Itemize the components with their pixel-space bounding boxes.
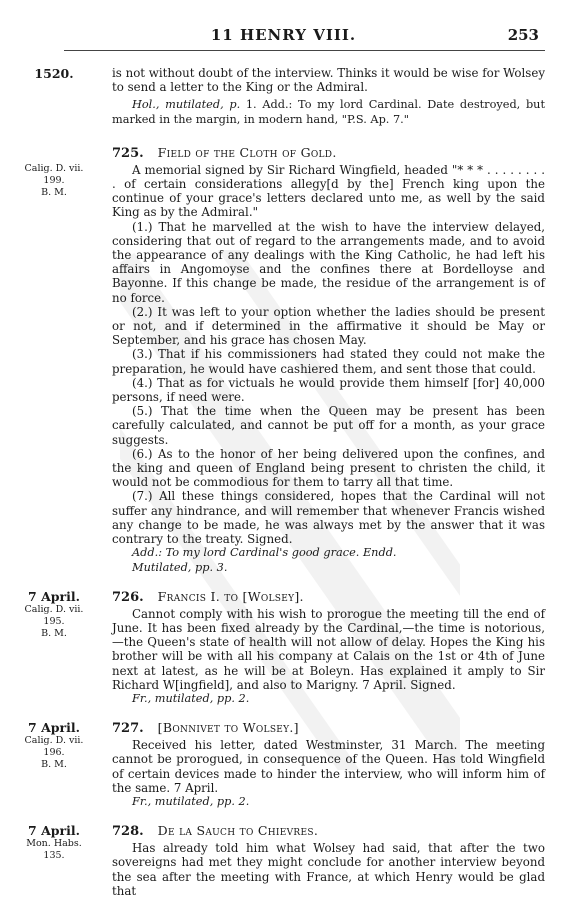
entry-725-item-3: (3.) That if his commissioners had stated they could not make the preparation, he would have cashiered them, and sent those that could. [112, 347, 545, 376]
entry-725-ref: Calig. D. vii. [24, 162, 84, 174]
entry-725-number: 725. [112, 145, 144, 161]
entry-728-text: Has already told him what Wolsey had said, that after the two sovereigns had met they might conclude for another interview beyond the sea after the meeting with France, at which Henry would be glad that [112, 841, 545, 898]
entry-725-intro: A memorial signed by Sir Richard Wingfield, headed "* * * . . . . . . . . . of certain considerations allegy[d by the] French king upon the continue of your grace's letters declared unto me, as well by the said King as by the Admiral." [112, 162, 545, 220]
entry-727-text: Received his letter, dated Westminster, 31 March. The meeting cannot be prorogued, in consequence of the Queen. Has told Wingfield of certain devices made to hinder the interview, who will inform him of the same. 7 April. [112, 738, 545, 795]
entry-727-ref-library: B. M. [41, 759, 67, 771]
entry-726-ref-library: B. M. [41, 627, 67, 639]
entry-728 [0, 823, 567, 898]
entry-726-note: Fr., mutilated, pp. 2. [132, 691, 250, 705]
entry-725-item-5: (5.) That the time when the Queen may be present has been carefully calculated, and cannot be put off for a month, as your grace suggests. [112, 404, 545, 447]
entry-725-ref-folio: 199. [43, 174, 65, 186]
page-body [0, 50, 567, 912]
entry-727-note: Fr., mutilated, pp. 2. [132, 794, 250, 808]
entry-726-margin [4, 589, 104, 640]
entry-728-ref: Mon. Habs. [26, 838, 82, 850]
entry-725-address: Add.: To my lord Cardinal's good grace. Endd. [132, 546, 397, 560]
entry-725-item-1: (1.) That he marvelled at the wish to have the interview delayed, considering that out of regard to the arrangements made, and to avoid the appearance of any dealings with the King Catholic, he had left his affairs in Angomoyse and the confines there at Bordelloyse and Bayonne. If this change be made, the residue of the arrangement is of no force. [112, 219, 545, 305]
page-header [0, 12, 567, 48]
entry-725-condition: Mutilated, pp. 3. [132, 560, 228, 574]
entry-726-date: 7 April. [28, 588, 80, 604]
entry-728-ref-folio: 135. [43, 850, 65, 862]
entry-728-heading [112, 823, 545, 839]
entry-725-heading [112, 145, 545, 161]
entry-726-text: Cannot comply with his wish to prorogue the meeting till the end of June. It has been fixed already by the Cardinal,—the time is notorious,—the Queen's state of health will not allow of delay. Hopes the King his brother will be with all his company at Calais on the 1st or 4th of June next at latest, as he will be at Boleyn. Has explained it amply to Sir Richard W[ingfield], and also to Marigny. 7 April. Signed. [112, 606, 545, 692]
entry-728-margin [4, 823, 104, 862]
entry-725 [0, 145, 567, 575]
running-title: 11 HENRY VIII. [210, 26, 357, 44]
entry-726-number: 726. [112, 589, 144, 605]
entry-726 [0, 589, 567, 706]
entry-725-item-2: (2.) It was left to your option whether the ladies should be present or not, and if determined in the affirmative it should be May or September, and his grace has chosen May. [112, 304, 545, 348]
entry-726-heading [112, 589, 545, 605]
year-label: 1520. [34, 66, 74, 81]
entry-725-item-7: (7.) All these things considered, hopes that the Cardinal will not suffer any hindrance, and will remember that whenever Francis wished any change to be made, he was always met by the answer that it was contrary to the treaty. Signed. [112, 489, 545, 547]
entry-726-ref: Calig. D. vii. [24, 603, 84, 615]
entry-725-ref-library: B. M. [41, 186, 67, 198]
entry-728-title: De la Sauch to Chievres. [157, 823, 319, 839]
continuation-note: Hol., mutilated, p. 1. Add.: To my lord Cardinal. Date destroyed, but marked in the margin, in modern hand, "P.S. Ap. 7." [112, 98, 545, 126]
entry-728-number: 728. [112, 824, 144, 840]
entry-727-ref: Calig. D. vii. [24, 735, 84, 747]
entry-727-ref-folio: 196. [43, 747, 65, 759]
entry-726-title: Francis I. to [Wolsey]. [157, 588, 304, 604]
entry-728-date: 7 April. [28, 823, 80, 839]
entry-continuation [0, 50, 567, 127]
entry-727 [0, 720, 567, 809]
entry-725-title: Field of the Cloth of Gold. [157, 144, 337, 160]
entry-727-title: [Bonnivet to Wolsey.] [157, 720, 299, 736]
margin-year [4, 66, 104, 82]
page-number: 253 [507, 26, 539, 44]
entry-727-date: 7 April. [28, 720, 80, 736]
entry-725-margin [4, 163, 104, 199]
entry-727-heading [112, 720, 545, 736]
continuation-text: is not without doubt of the interview. Thinks it would be wise for Wolsey to send a letter to the King or the Admiral. [112, 66, 545, 95]
entry-727-margin [4, 720, 104, 771]
entry-725-item-6: (6.) As to the honor of her being delivered upon the confines, and the king and queen of England being present to christen the child, it would not be commodious for them to tarry all that time. [112, 446, 545, 490]
entry-726-ref-folio: 195. [43, 615, 65, 627]
entry-725-item-4: (4.) That as for victuals he would provide them himself [for] 40,000 persons, if need were. [112, 375, 545, 405]
entry-727-number: 727. [112, 721, 144, 737]
